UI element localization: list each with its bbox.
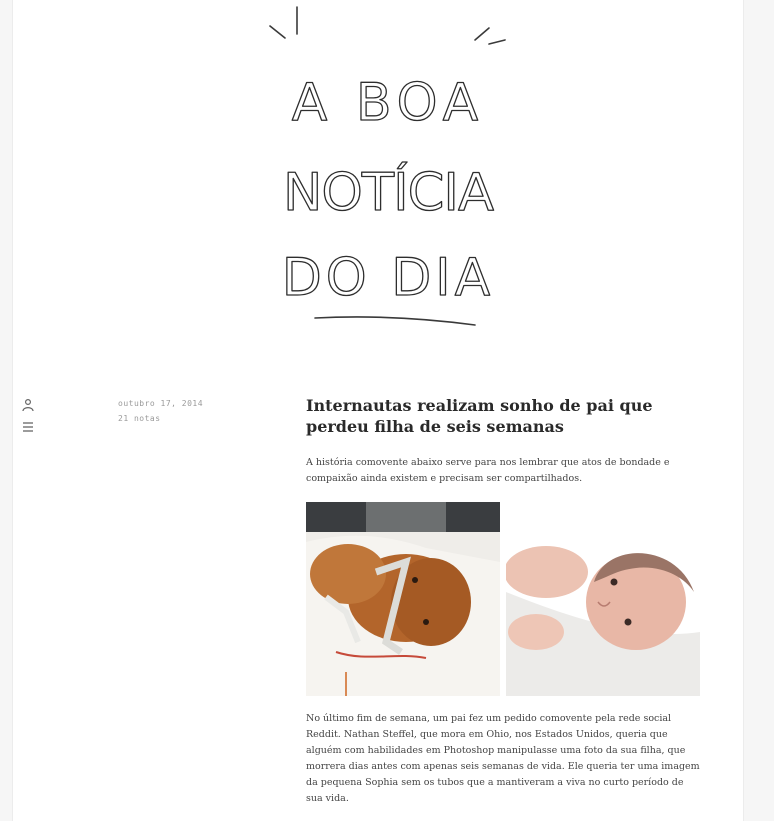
photo-row	[306, 502, 701, 696]
baby-hospital-photo[interactable]	[306, 502, 500, 696]
article	[306, 395, 701, 807]
baby-edited-photo[interactable]	[506, 502, 700, 696]
post-title[interactable]: Internautas realizam sonho de pai que perdeu filha de seis semanas	[306, 396, 653, 436]
blog-logo[interactable]	[253, 0, 523, 340]
logo-line-3: DO DIA	[281, 248, 495, 308]
person-icon[interactable]	[21, 398, 35, 412]
logo-line-1: A BOA	[291, 73, 485, 133]
menu-icon[interactable]	[21, 420, 35, 434]
blog-page	[12, 0, 744, 821]
post-date[interactable]: outubro 17, 2014	[118, 399, 204, 408]
post-body: No último fim de semana, um pai fez um pedido comovente pela rede social Reddit. Nathan Steffel, que mora em Ohio, nos Estados Unidos, queria que alguém com habilidades em Photoshop manipulasse uma foto da sua filha, que morrera dias antes com apenas seis semanas de vida. Ele queria ter uma imagem da pequena Sophia sem os tubos que a mantiveram a viva no curto período de sua vida.	[306, 713, 700, 804]
post-lead: A história comovente abaixo serve para nos lembrar que atos de bondade e compaixão ainda existem e precisam ser compartilhados.	[306, 457, 670, 484]
logo-line-2: NOTÍCIA	[283, 163, 491, 223]
post-notes-count[interactable]: 21 notas	[118, 414, 161, 423]
